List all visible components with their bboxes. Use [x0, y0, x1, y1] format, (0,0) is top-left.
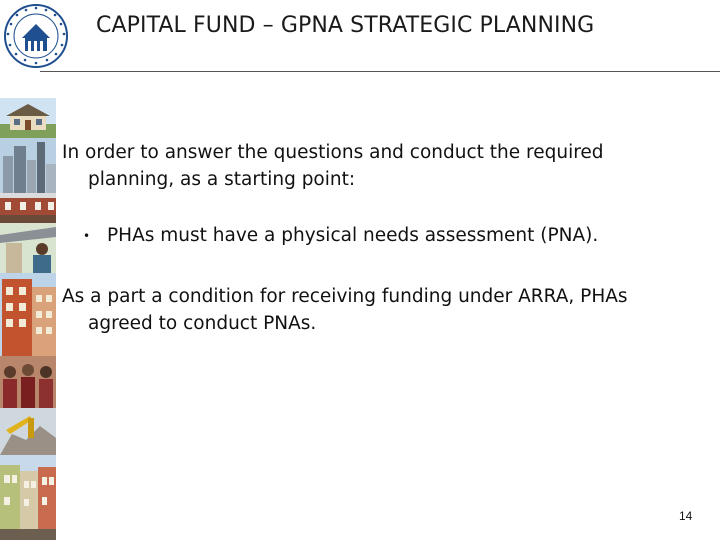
bullet-marker: • [83, 228, 91, 243]
bullet-text: PHAs must have a physical needs assessment (PNA). [107, 225, 599, 246]
apartment-building-photo-icon [0, 273, 56, 356]
arra-paragraph [62, 283, 702, 337]
group-photo-icon [0, 356, 56, 408]
house-photo-icon [0, 98, 56, 138]
city-skyline-photo-icon [0, 138, 56, 193]
title-divider [40, 71, 720, 72]
hud-seal-logo [2, 2, 70, 70]
intro-line-2: planning, as a starting point: [88, 169, 356, 190]
demolition-photo-icon [0, 408, 56, 455]
intro-line-1: In order to answer the questions and conduct the required [62, 142, 604, 163]
slide-title: CAPITAL FUND – GPNA STRATEGIC PLANNING [96, 13, 595, 38]
bullet-item [83, 222, 693, 250]
photo-strip [0, 98, 56, 540]
rowhouses-photo-icon [0, 193, 56, 223]
intro-paragraph [62, 139, 682, 193]
arra-line-1: As a part a condition for receiving funding under ARRA, PHAs [62, 286, 628, 307]
townhouses-photo-icon [0, 455, 56, 540]
arra-line-2: agreed to conduct PNAs. [88, 313, 317, 334]
porch-people-photo-icon [0, 223, 56, 273]
page-number: 14 [679, 509, 693, 523]
